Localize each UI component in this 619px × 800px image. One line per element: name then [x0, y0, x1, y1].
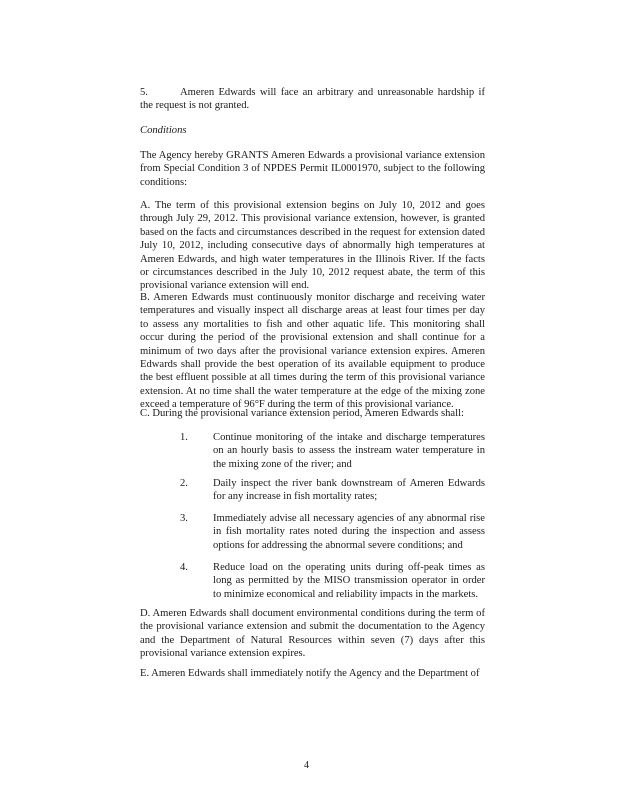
finding-number: 5. — [140, 87, 148, 98]
list-number: 1. — [180, 432, 188, 443]
list-text: Continue monitoring of the intake and discharge temperatures on an hourly basis to assess the instream water temperature in the mixing zone of the river; and — [213, 432, 485, 470]
list-number: 2. — [180, 478, 188, 489]
section-heading: Conditions — [140, 125, 187, 136]
page-number: 4 — [304, 760, 309, 771]
list-number: 4. — [180, 562, 188, 573]
finding-text: Ameren Edwards will face an arbitrary and unreasonable hardship if the request is not granted. — [140, 87, 485, 112]
list-number: 3. — [180, 513, 188, 524]
condition-c: C. During the provisional variance extension period, Ameren Edwards shall: — [140, 408, 464, 419]
condition-d: D. Ameren Edwards shall document environmental conditions during the term of the provisional variance extension and submit the documentation to the Agency and the Department of Natural Resources within seven (7) days after this provisional variance extension expires. — [140, 608, 485, 660]
list-text: Daily inspect the river bank downstream of Ameren Edwards for any increase in fish mortality rates; — [213, 478, 485, 503]
list-text: Immediately advise all necessary agencies of any abnormal rise in fish mortality rates noted during the inspection and assess options for addressing the abnormal severe conditions; and — [213, 513, 485, 551]
grant-paragraph: The Agency hereby GRANTS Ameren Edwards a provisional variance extension from Special Condition 3 of NPDES Permit IL0001970, subject to the following conditions: — [140, 150, 485, 188]
condition-e: E. Ameren Edwards shall immediately notify the Agency and the Department of — [140, 668, 480, 679]
condition-a: A. The term of this provisional extension begins on July 10, 2012 and goes through July 29, 2012. This provisional variance extension, however, is granted based on the facts and circumstances described in the request for extension dated July 10, 2012, including consecutive days of abnormally high temperatures at Ameren Edwards, and high water temperatures in the Illinois River. If the facts or circumstances described in the July 10, 2012 request abate, the term of this provisional variance extension will end. — [140, 200, 485, 292]
condition-b: B. Ameren Edwards must continuously monitor discharge and receiving water temperatures and visually inspect all discharge areas at least four times per day to assess any mortalities to fish and other aquatic life. This monitoring shall occur during the period of the provisional extension and shall continue for a minimum of two days after the provisional variance extension expires. Ameren Edwards shall provide the best operation of its available equipment to produce the best effluent possible at all times during the term of this provisional variance extension. At no time shall the water temperature at the edge of the mixing zone exceed a temperature of 96°F during the term of this provisional variance. — [140, 292, 485, 411]
list-text: Reduce load on the operating units during off-peak times as long as permitted by the MISO transmission operator in order to minimize economical and reliability impacts in the markets. — [213, 562, 485, 600]
